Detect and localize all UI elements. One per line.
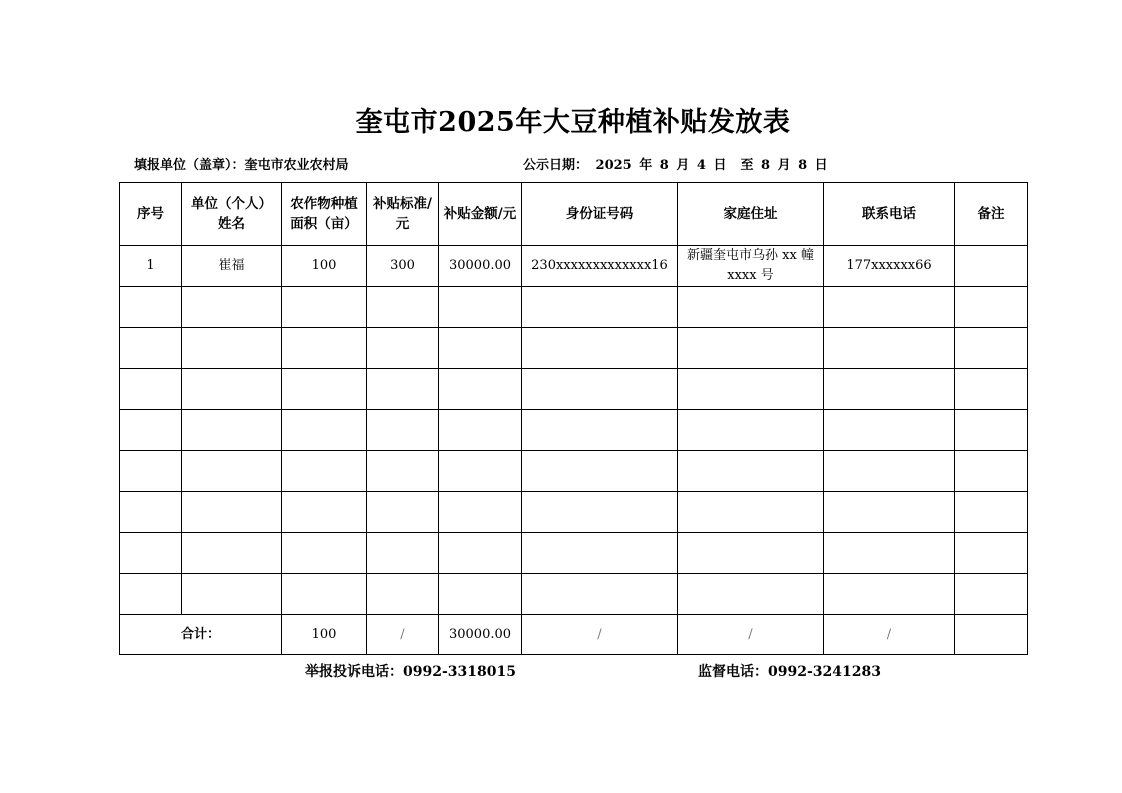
header-area: 农作物种植面积（亩） [282,183,367,246]
empty-cell [182,410,282,451]
total-label: 合计： [120,615,282,655]
report-phone: 举报投诉电话：0992-3318015 [305,664,516,680]
empty-cell [678,533,824,574]
empty-cell [678,574,824,615]
filler-info [134,154,349,173]
empty-cell [182,369,282,410]
empty-cell [120,287,182,328]
filler-unit: 奎屯市农业农村局 [244,158,349,173]
empty-cell [120,328,182,369]
page-title: 奎屯市2025年大豆种植补贴发放表 [355,107,791,138]
empty-cell [439,287,522,328]
total-amount: 30000.00 [439,615,522,655]
empty-cell [282,287,367,328]
cell-id: 230xxxxxxxxxxxxx16 [522,246,678,287]
empty-cell [439,410,522,451]
empty-cell [367,451,439,492]
empty-cell [367,574,439,615]
total-id: / [522,615,678,655]
table-row [120,246,1028,287]
empty-cell [955,328,1028,369]
header-rate: 补贴标准/元 [367,183,439,246]
cell-name: 崔福 [182,246,282,287]
table-header-row [120,183,1028,246]
empty-cell [282,492,367,533]
empty-cell [678,410,824,451]
empty-cell [678,451,824,492]
header-address: 家庭住址 [678,183,824,246]
empty-cell [367,287,439,328]
cell-area: 100 [282,246,367,287]
publish-date-info [523,154,828,173]
empty-cell [367,533,439,574]
empty-cell [120,369,182,410]
empty-cell [439,328,522,369]
empty-cell [182,287,282,328]
empty-cell [120,492,182,533]
empty-cell [182,492,282,533]
empty-cell [282,410,367,451]
header-seq: 序号 [120,183,182,246]
empty-cell [678,328,824,369]
empty-cell [120,574,182,615]
cell-amount: 30000.00 [439,246,522,287]
cell-address: 新疆奎屯市乌孙 xx 幢 xxxx 号 [678,246,824,287]
total-rate: / [367,615,439,655]
empty-cell [824,574,955,615]
empty-cell [678,492,824,533]
publish-date-end: 8 月 8 日 [761,158,828,173]
empty-table-row [120,574,1028,615]
empty-cell [282,533,367,574]
empty-cell [120,451,182,492]
empty-cell [522,492,678,533]
empty-cell [824,410,955,451]
supervise-phone: 监督电话：0992-3241283 [698,664,881,680]
empty-cell [955,287,1028,328]
cell-seq: 1 [120,246,182,287]
empty-cell [367,492,439,533]
header-id: 身份证号码 [522,183,678,246]
empty-cell [522,451,678,492]
empty-cell [282,574,367,615]
empty-cell [367,328,439,369]
empty-cell [522,410,678,451]
total-row [120,615,1028,655]
empty-table-row [120,287,1028,328]
header-name: 单位（个人）姓名 [182,183,282,246]
empty-cell [439,451,522,492]
header-amount: 补贴金额/元 [439,183,522,246]
empty-cell [824,451,955,492]
cell-phone: 177xxxxxx66 [824,246,955,287]
empty-cell [955,369,1028,410]
subsidy-table [119,182,1028,655]
empty-cell [367,369,439,410]
empty-cell [439,533,522,574]
empty-cell [824,369,955,410]
publish-date-separator: 至 [740,158,754,173]
empty-cell [824,328,955,369]
table-body [120,246,1028,615]
filler-label: 填报单位（盖章）： [134,158,245,173]
empty-cell [522,574,678,615]
empty-table-row [120,328,1028,369]
empty-cell [522,369,678,410]
publish-date-start: 2025 年 8 月 4 日 [595,158,727,173]
empty-cell [439,369,522,410]
empty-cell [824,492,955,533]
empty-cell [522,328,678,369]
empty-cell [955,410,1028,451]
empty-cell [182,451,282,492]
empty-cell [522,287,678,328]
empty-cell [282,328,367,369]
header-note: 备注 [955,183,1028,246]
header-phone: 联系电话 [824,183,955,246]
empty-cell [522,533,678,574]
empty-cell [678,287,824,328]
empty-table-row [120,451,1028,492]
empty-cell [678,369,824,410]
total-address: / [678,615,824,655]
empty-table-row [120,533,1028,574]
empty-cell [824,533,955,574]
empty-cell [824,287,955,328]
empty-table-row [120,492,1028,533]
publish-date-label: 公示日期： [523,158,589,173]
empty-cell [439,574,522,615]
empty-cell [955,492,1028,533]
empty-cell [955,533,1028,574]
empty-cell [282,451,367,492]
empty-cell [182,533,282,574]
empty-cell [120,410,182,451]
empty-cell [282,369,367,410]
cell-note [955,246,1028,287]
empty-cell [120,533,182,574]
total-area: 100 [282,615,367,655]
empty-table-row [120,369,1028,410]
empty-cell [955,574,1028,615]
empty-cell [182,574,282,615]
total-note [955,615,1028,655]
empty-cell [182,328,282,369]
cell-rate: 300 [367,246,439,287]
empty-table-row [120,410,1028,451]
empty-cell [439,492,522,533]
total-phone: / [824,615,955,655]
empty-cell [955,451,1028,492]
empty-cell [367,410,439,451]
